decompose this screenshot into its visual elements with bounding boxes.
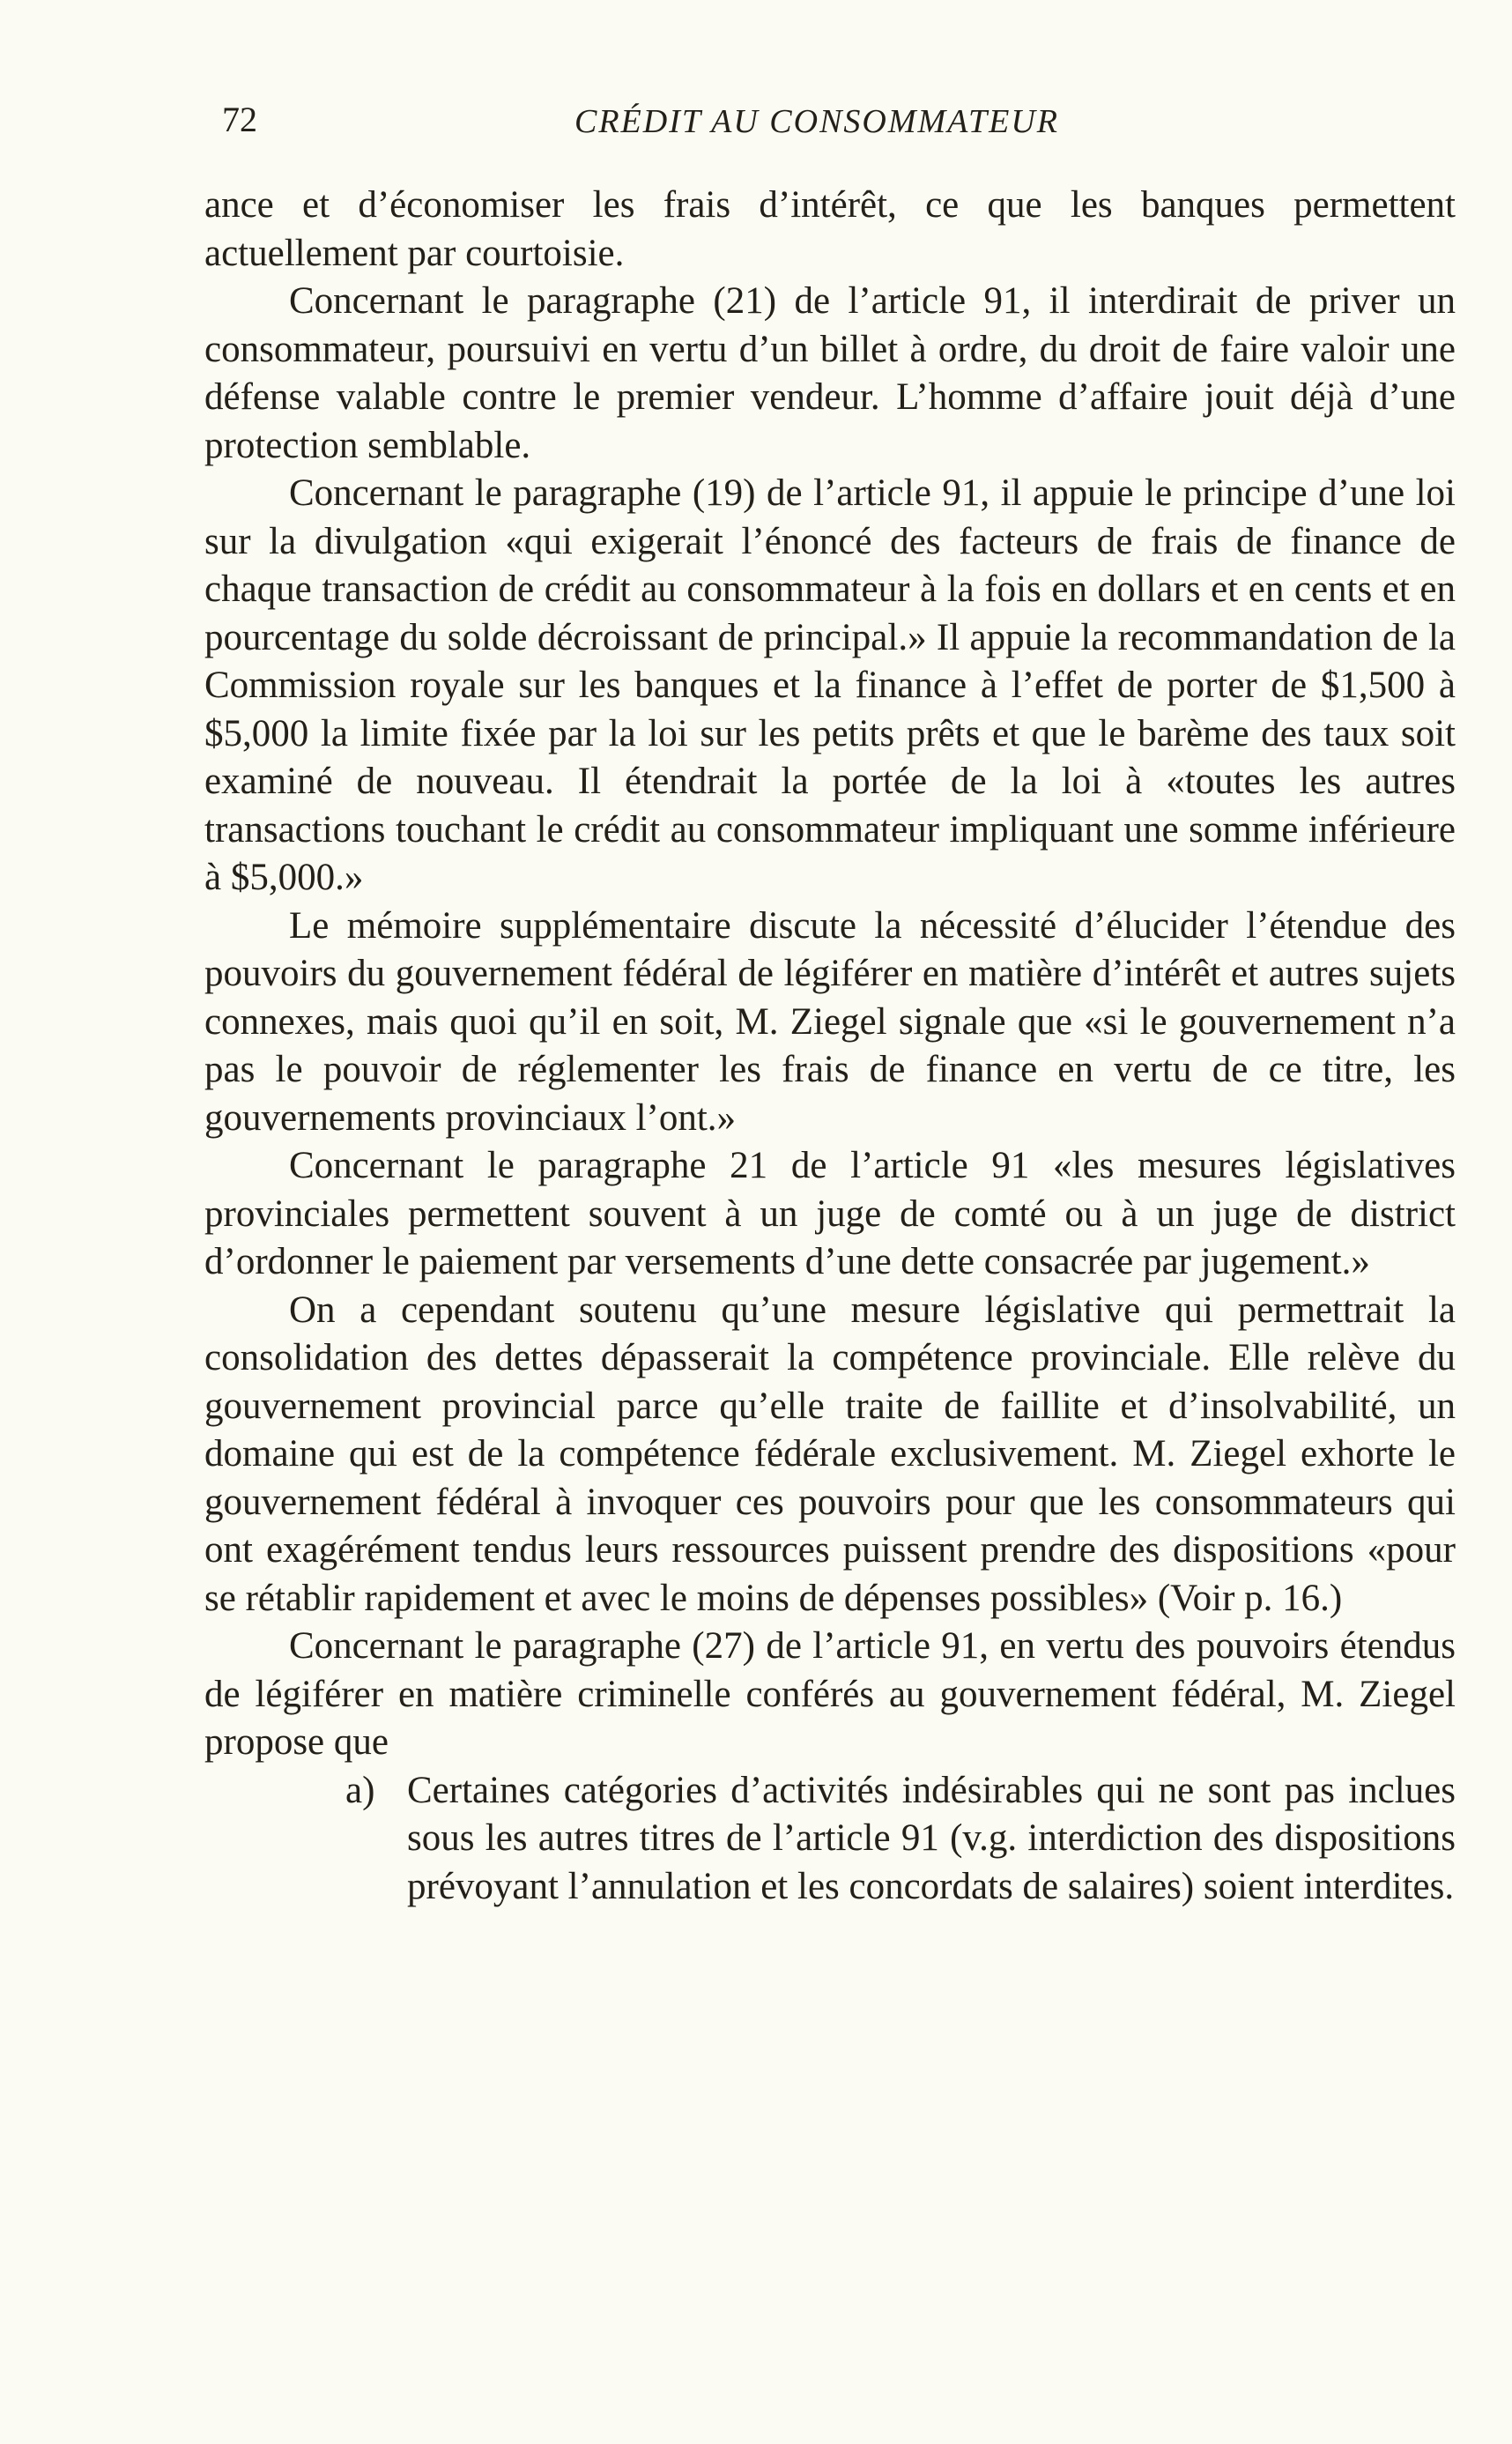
paragraph: Concernant le paragraphe (19) de l’article 91, il appuie le principe d’une loi sur la divulgation «qui exigerait l’énoncé des facteurs de frais de finance de chaque transaction de crédit au consommateur à la fois en dollars et en cents et en pourcentage du solde décroissant de principal.» Il appuie la recommandation de la Commission royale sur les banques et la finance à l’effet de porter de $1,500 à $5,000 la limite fixée par la loi sur les petits prêts et que le barème des taux soit examiné de nouveau. Il étendrait la portée de la loi à «toutes les autres transactions touchant le crédit au consommateur impliquant une somme inférieure à $5,000.» [204, 472, 1456, 898]
list-item-text: Certaines catégories d’activités indésirables qui ne sont pas inclues sous les autres titres de l’article 91 (v.g. interdiction des dispositions prévoyant l’annulation et les concordats de salaires) soient interdites. [407, 1769, 1456, 1907]
page-number: 72 [222, 100, 257, 139]
page-header [222, 99, 1456, 152]
paragraph: Concernant le paragraphe (21) de l’article 91, il interdirait de priver un consommateur, poursuivi en vertu d’un billet à ordre, du droit de faire valoir une défense valable contre le premier vendeur. L’homme d’affaire jouit déjà d’une protection semblable. [204, 280, 1456, 466]
paragraph: Concernant le paragraphe 21 de l’article 91 «les mesures législatives provinciales permettent souvent à un juge de comté ou à un juge de district d’ordonner le paiement par versements d’une dette consacrée par jugement.» [204, 1145, 1456, 1282]
paragraph: ance et d’économiser les frais d’intérêt, ce que les banques permettent actuellement par courtoisie. [204, 184, 1456, 274]
paragraph: On a cependant soutenu qu’une mesure législative qui permettrait la consolidation des dettes dépasserait la compétence provinciale. Elle relève du gouvernement provincial parce qu’elle traite de faillite et d’insolvabilité, un domaine qui est de la compétence fédérale exclusivement. M. Ziegel exhorte le gouvernement fédéral à invoquer ces pouvoirs pour que les consommateurs qui ont exagérément tendus leurs ressources puissent prendre des dispositions «pour se rétablir rapidement et avec le moins de dépenses possibles» (Voir p. 16.) [204, 1289, 1456, 1619]
running-title: CRÉDIT AU CONSOMMATEUR [574, 103, 1059, 140]
paragraph: Concernant le paragraphe (27) de l’article 91, en vertu des pouvoirs étendus de légiférer en matière criminelle conférés au gouvernement fédéral, M. Ziegel propose que [204, 1625, 1456, 1763]
list-item [345, 1767, 1456, 1912]
list-item-label: a) [345, 1769, 375, 1811]
paragraph: Le mémoire supplémentaire discute la nécessité d’élucider l’étendue des pouvoirs du gouvernement fédéral de légiférer en matière d’intérêt et autres sujets connexes, mais quoi qu’il en soit, M. Ziegel signale que «si le gouvernement n’a pas le pouvoir de réglementer les frais de finance en vertu de ce titre, les gouvernements provinciaux l’ont.» [204, 904, 1456, 1139]
body-text [204, 182, 1456, 1911]
